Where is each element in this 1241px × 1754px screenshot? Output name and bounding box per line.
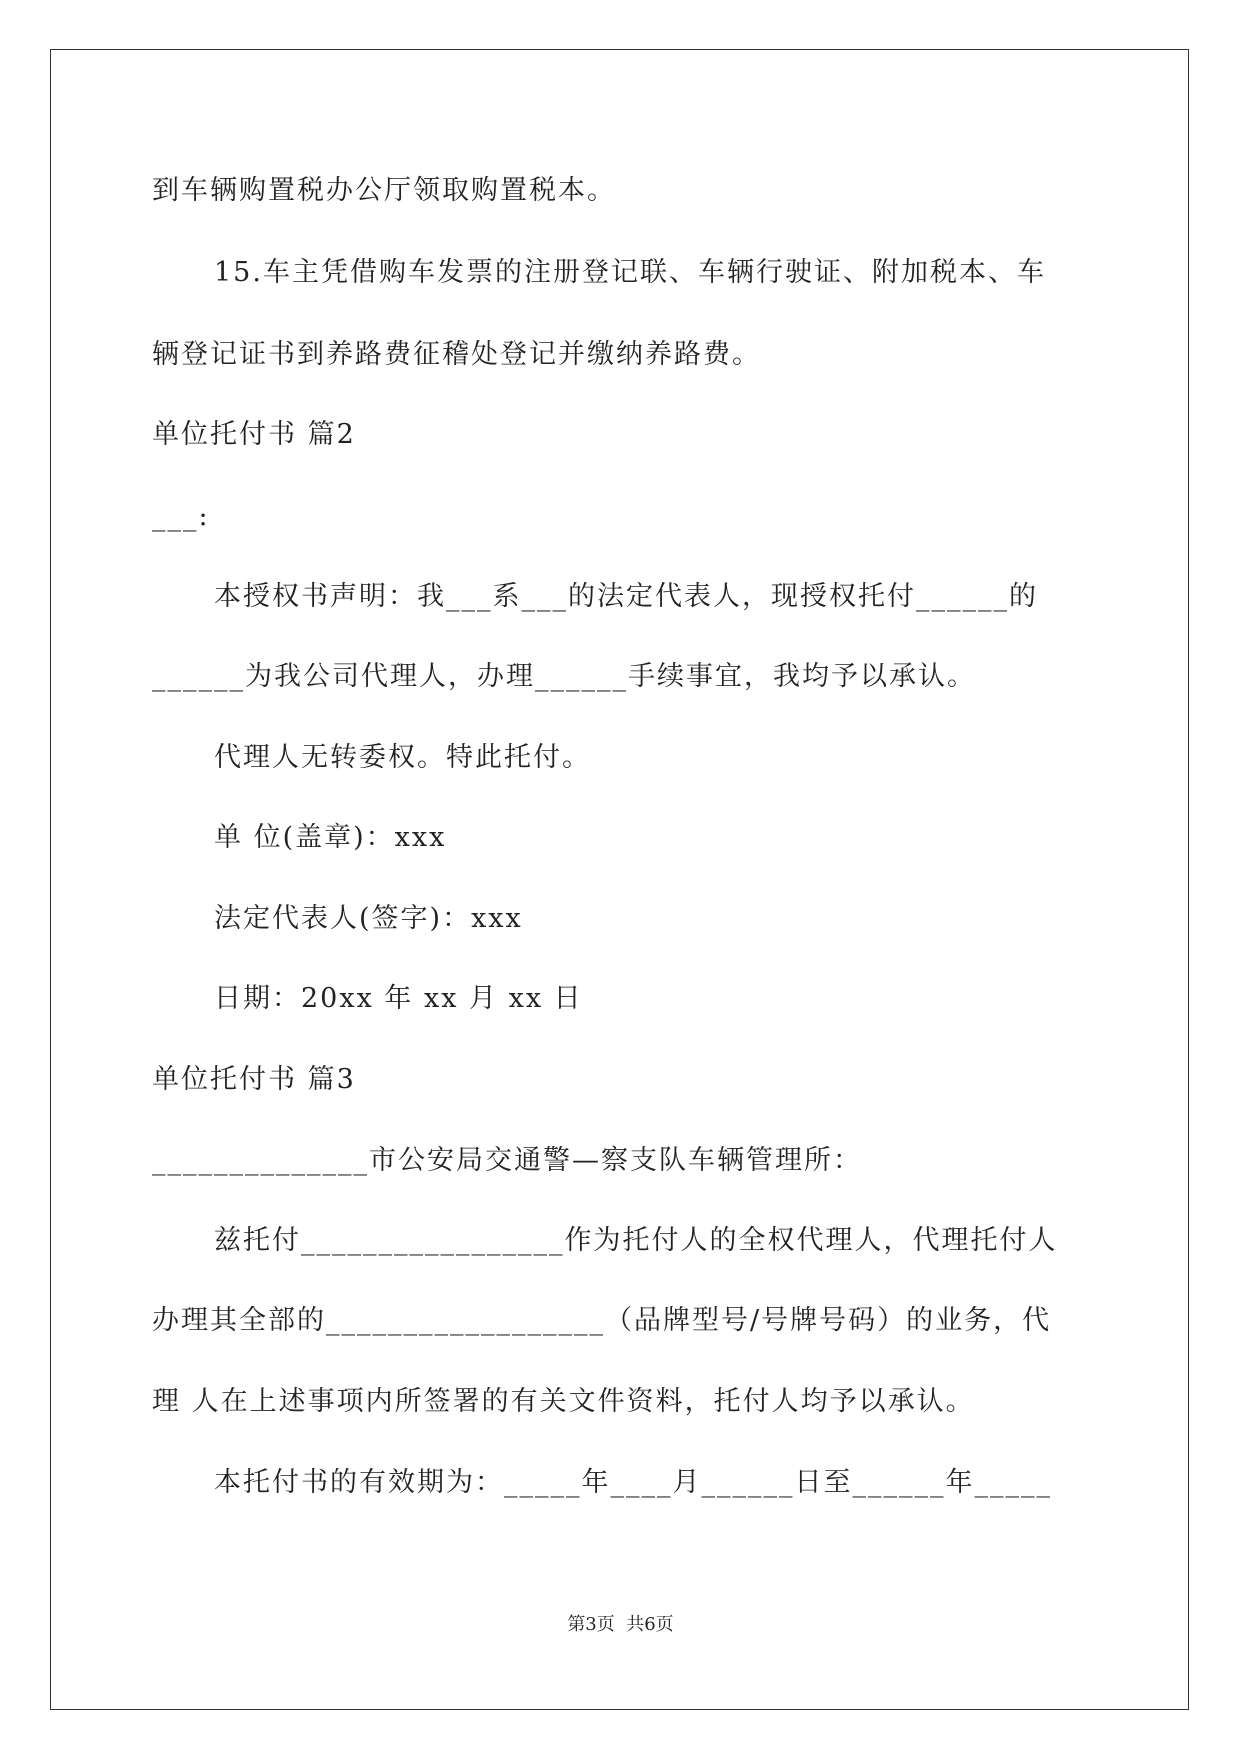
section-heading: 单位托付书 篇2 — [152, 419, 356, 450]
page-number-footer: 第3页 共6页 — [567, 1614, 674, 1635]
body-text-line: 办理其全部的__________________（品牌型号/号牌号码）的业务，代 — [152, 1305, 1052, 1336]
body-text-line: 理 人在上述事项内所签署的有关文件资料，托付人均予以承认。 — [152, 1386, 975, 1417]
signature-unit-line: 单 位(盖章)：xxx — [214, 822, 447, 853]
body-text-line: 到车辆购置税办公厅领取购置税本。 — [152, 175, 616, 206]
section-heading: 单位托付书 篇3 — [152, 1064, 356, 1095]
body-text-line: 兹托付_________________作为托付人的全权代理人，代理托付人 — [214, 1225, 1058, 1256]
date-line: 日期：20xx 年 xx 月 xx 日 — [214, 983, 583, 1014]
signature-representative-line: 法定代表人(签字)：xxx — [214, 903, 523, 934]
validity-period-line: 本托付书的有效期为：_____年____月______日至______年_____ — [214, 1467, 1052, 1498]
addressee-line: ___: — [152, 501, 210, 532]
body-text-line: 本授权书声明：我___系___的法定代表人，现授权托付______的 — [214, 581, 1038, 612]
body-text-line: 辆登记证书到养路费征稽处登记并缴纳养路费。 — [152, 339, 761, 370]
body-text-line: ______为我公司代理人，办理______手续事宜，我均予以承认。 — [152, 661, 976, 692]
addressee-line: ______________市公安局交通警—察支队车辆管理所： — [152, 1145, 862, 1176]
body-text-line: 代理人无转委权。特此托付。 — [214, 742, 591, 773]
page-border — [50, 49, 1189, 1710]
body-text-line: 15.车主凭借购车发票的注册登记联、车辆行驶证、附加税本、车 — [214, 257, 1046, 288]
